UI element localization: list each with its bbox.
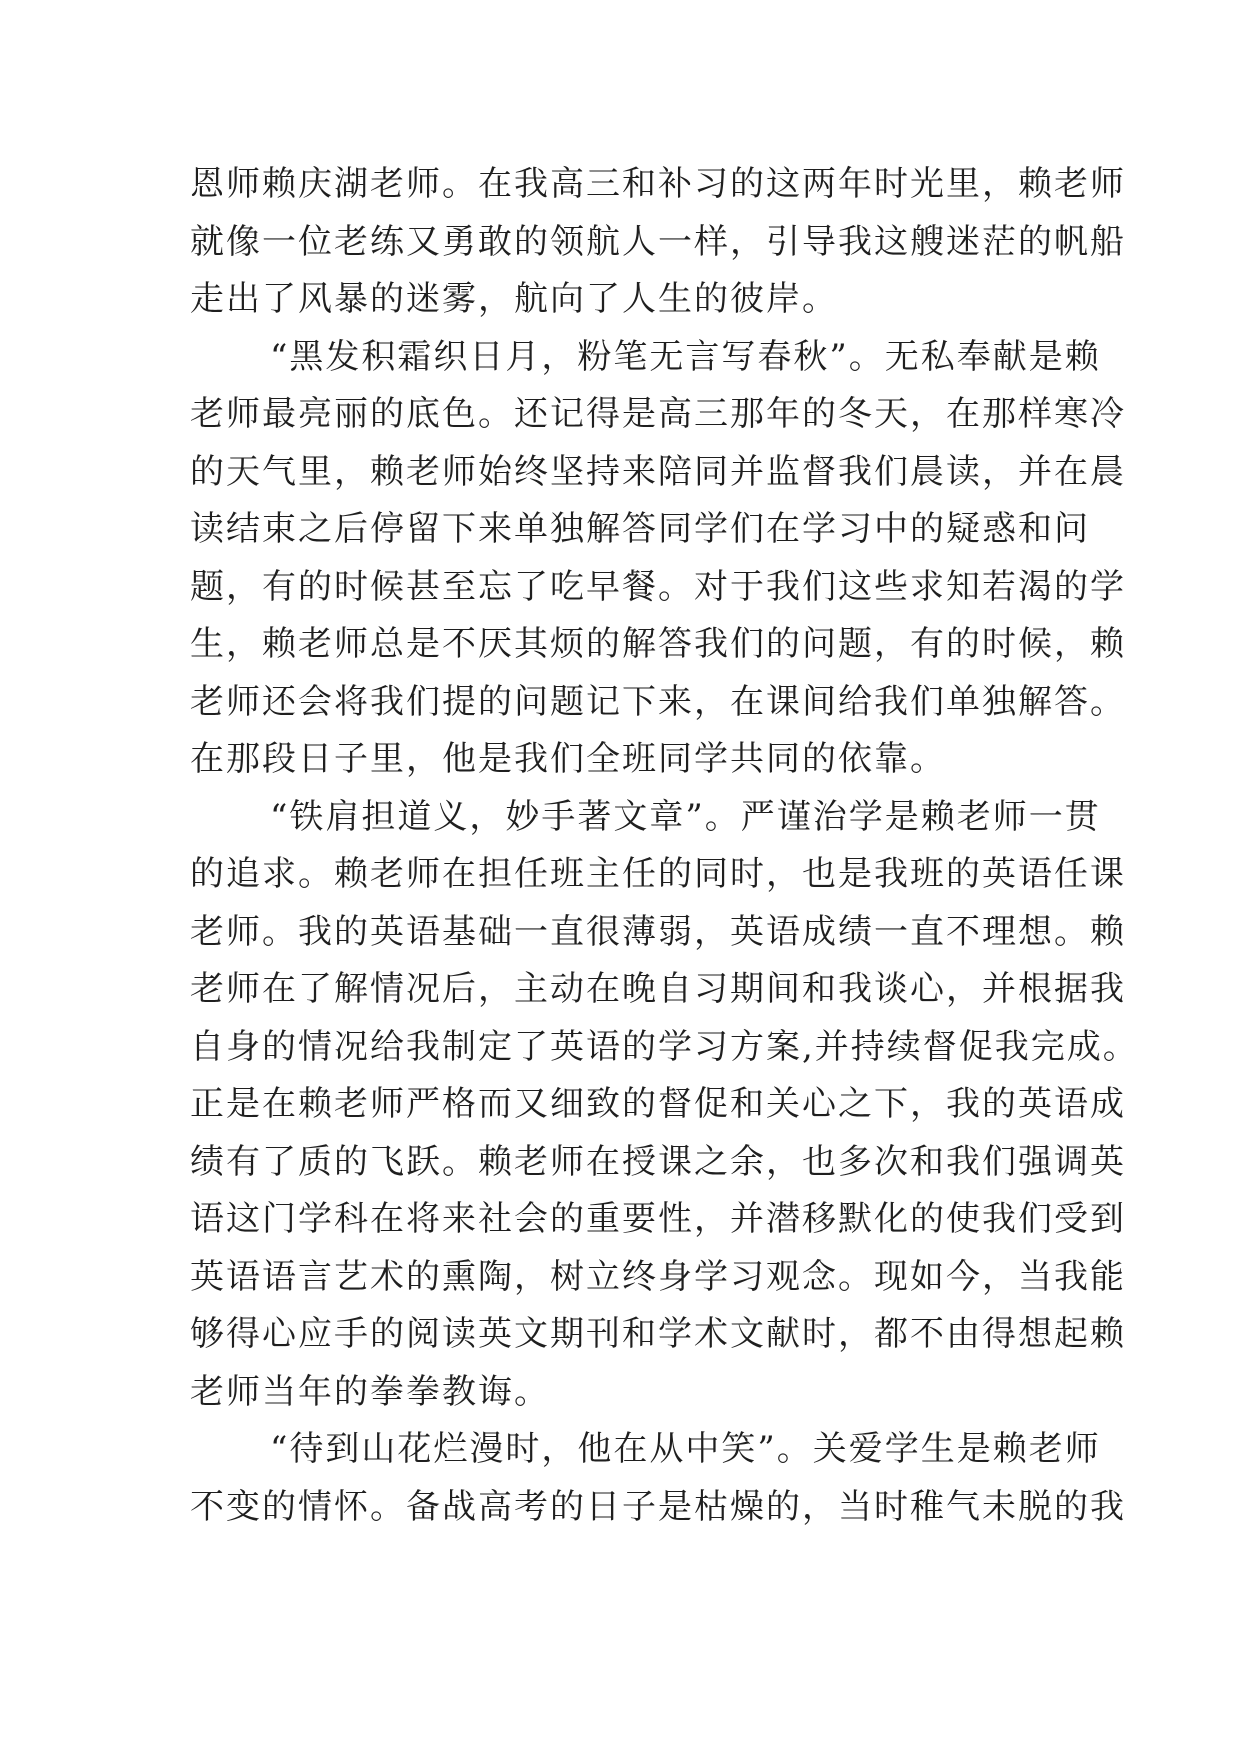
text-line: 绩有了质的飞跃。赖老师在授课之余，也多次和我们强调英	[190, 1141, 1126, 1182]
text-line: 不变的情怀。备战高考的日子是枯燥的，当时稚气未脱的我	[190, 1486, 1126, 1527]
text-line: 英语语言艺术的熏陶，树立终身学习观念。现如今，当我能	[190, 1256, 1126, 1297]
text-line: 题，有的时候甚至忘了吃早餐。对于我们这些求知若渴的学	[190, 566, 1126, 607]
text-line: 读结束之后停留下来单独解答同学们在学习中的疑惑和问	[190, 509, 1090, 549]
text-line: 老师在了解情况后，主动在晚自习期间和我谈心，并根据我	[190, 969, 1126, 1009]
text-line: 自身的情况给我制定了英语的学习方案,并持续督促我完成。	[190, 1026, 1139, 1067]
text-line: 在那段日子里，他是我们全班同学共同的依靠。	[190, 739, 946, 779]
body-text	[190, 156, 1139, 1536]
text-line: 老师还会将我们提的问题记下来，在课间给我们单独解答。	[190, 681, 1126, 722]
text-line: 语这门学科在将来社会的重要性，并潜移默化的使我们受到	[190, 1199, 1126, 1239]
text-line: 生，赖老师总是不厌其烦的解答我们的问题，有的时候，赖	[190, 624, 1126, 664]
text-line: 恩师赖庆湖老师。在我高三和补习的这两年时光里，赖老师	[190, 164, 1126, 204]
text-line: 正是在赖老师严格而又细致的督促和关心之下，我的英语成	[190, 1084, 1126, 1124]
paragraph-start-line: “黑发积霜织日月，粉笔无言写春秋”。无私奉献是赖	[270, 336, 1101, 377]
text-line: 就像一位老练又勇敢的领航人一样，引导我这艘迷茫的帆船	[190, 221, 1126, 262]
text-line: 老师当年的拳拳教诲。	[190, 1371, 550, 1412]
text-line: 走出了风暴的迷雾，航向了人生的彼岸。	[190, 279, 838, 319]
text-line: 老师最亮丽的底色。还记得是高三那年的冬天，在那样寒冷	[190, 394, 1126, 434]
text-line: 的天气里，赖老师始终坚持来陪同并监督我们晨读，并在晨	[190, 451, 1126, 492]
text-line: 够得心应手的阅读英文期刊和学术文献时，都不由得想起赖	[190, 1314, 1126, 1354]
paragraph-start-line: “铁肩担道义，妙手著文章”。严谨治学是赖老师一贯	[270, 796, 1101, 837]
text-line: 老师。我的英语基础一直很薄弱，英语成绩一直不理想。赖	[190, 911, 1126, 952]
text-line: 的追求。赖老师在担任班主任的同时，也是我班的英语任课	[190, 854, 1126, 894]
paragraph-start-line: “待到山花烂漫时，他在从中笑”。关爱学生是赖老师	[270, 1429, 1101, 1469]
